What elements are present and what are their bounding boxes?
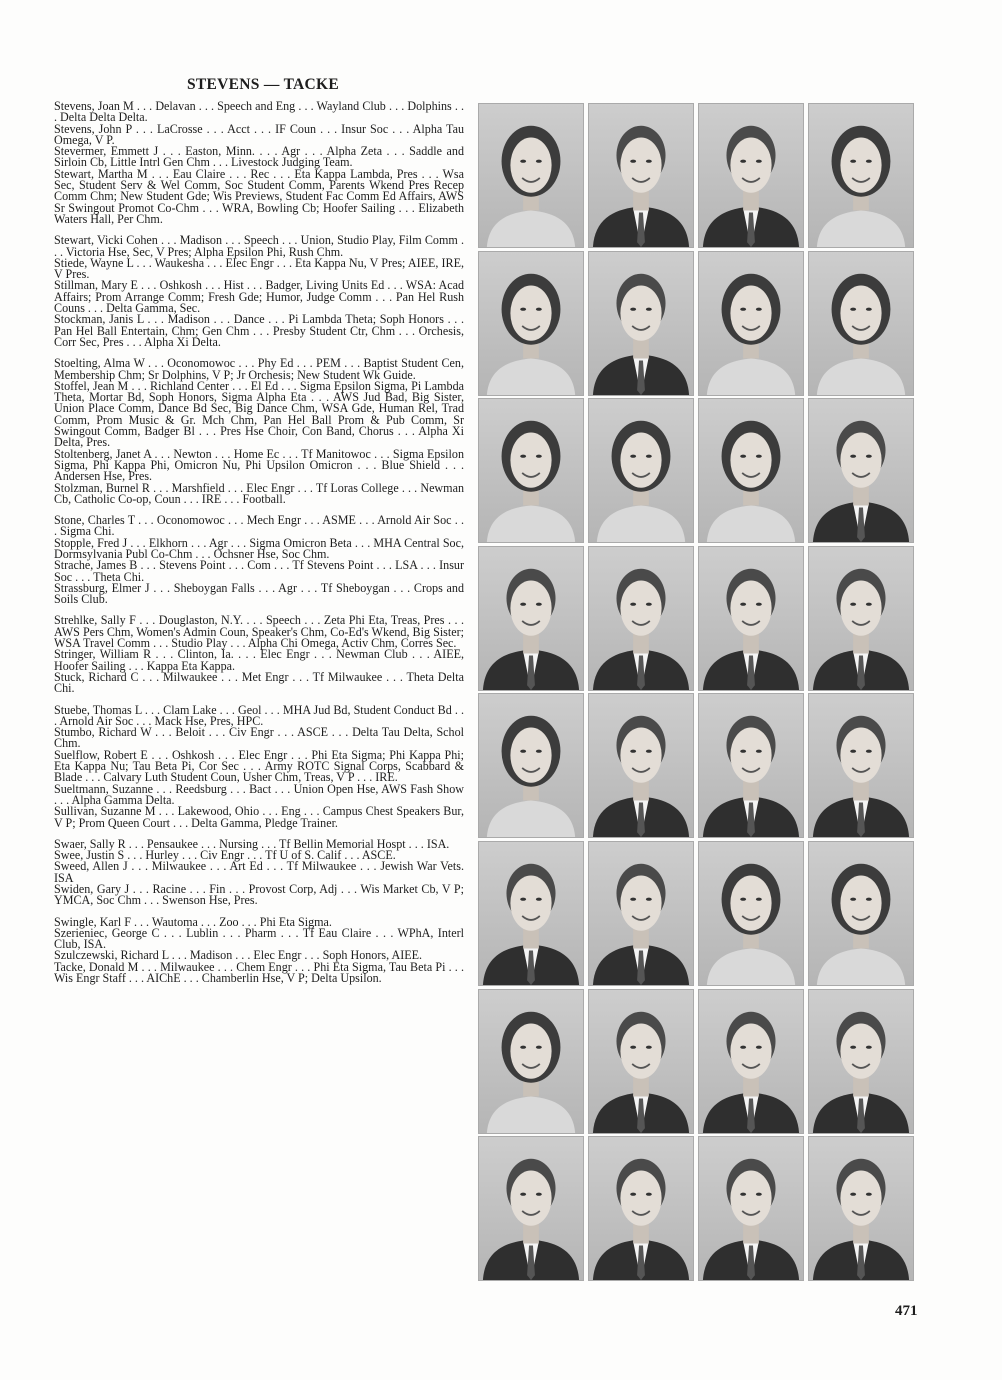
student-entry: Stolzman, Burnel R . . . Marshfield . . . Elec Engr . . . Tf Loras College . . . Newman Cb, Catholic Co-op, Coun . . . IRE . . . Football. bbox=[54, 480, 464, 506]
entry-group bbox=[54, 702, 464, 830]
entry-group bbox=[54, 615, 464, 694]
page-title: STEVENS — TACKE bbox=[186, 76, 340, 93]
student-portrait bbox=[478, 251, 584, 396]
student-entry: Sullivan, Suzanne M . . . Lakewood, Ohio . . . Eng . . . Campus Chest Speakers Bur, V P; Prom Queen Court . . . Delta Gamma, Pledge Trainer. bbox=[54, 804, 464, 830]
student-entry: Stuebe, Thomas L . . . Clam Lake . . . Geol . . . MHA Jud Bd, Student Conduct Bd . . . Arnold Air Soc . . . Mack Hse, Pres, HPC. bbox=[54, 702, 464, 728]
student-portrait bbox=[808, 1136, 914, 1281]
entry-group bbox=[54, 914, 464, 986]
student-entry: Stevens, John P . . . LaCrosse . . . Acct . . . IF Coun . . . Insur Soc . . . Alpha Tau Omega, V P. bbox=[54, 121, 464, 147]
student-portrait bbox=[588, 989, 694, 1134]
entry-group bbox=[54, 101, 464, 225]
student-entry: Swaer, Sally R . . . Pensaukee . . . Nursing . . . Tf Bellin Memorial Hospt . . . ISA. bbox=[54, 836, 450, 851]
student-portrait bbox=[698, 251, 804, 396]
student-entry: Sueltmann, Suzanne . . . Reedsburg . . . Bact . . . Union Open Hse, AWS Fash Show . . . Alpha Gamma Delta. bbox=[54, 781, 464, 807]
student-entry: Stevermer, Emmett J . . . Easton, Minn. . . . Agr . . . Alpha Zeta . . . Saddle and Sirloin Cb, Little Intrl Gen Chm . . . Livestock Judging Team. bbox=[54, 144, 464, 170]
student-entry: Strehlke, Sally F . . . Douglaston, N.Y. . . . Speech . . . Zeta Phi Eta, Treas, Pres . . . AWS Pers Chm, Women's Admin Coun, Speaker's Chm, Co-Ed's Wkend, Big Sister; WSA Travel Comm . . . Studio Play . . . Alpha Chi Omega, Activ Chm, Corres Sec. bbox=[54, 613, 464, 651]
student-portrait bbox=[478, 103, 584, 248]
student-portrait bbox=[698, 989, 804, 1134]
student-portrait bbox=[808, 841, 914, 986]
entry-group bbox=[54, 235, 464, 348]
student-entry: Stuck, Richard C . . . Milwaukee . . . Met Engr . . . Tf Milwaukee . . . Theta Delta Chi. bbox=[54, 669, 464, 696]
student-entry: Strassburg, Elmer J . . . Sheboygan Falls . . . Agr . . . Tf Sheboygan . . . Crops and Soils Club. bbox=[54, 580, 464, 607]
student-entry: Stoltenberg, Janet A . . . Newton . . . Home Ec . . . Tf Manitowoc . . . Sigma Epsilon Sigma, Phi Kappa Phi, Omicron Nu, Phi Upsilon Omicron . . . Blue Shield . . . Andersen Hse, Pres. bbox=[54, 446, 464, 484]
student-entry: Stoelting, Alma W . . . Oconomowoc . . . Phy Ed . . . PEM . . . Baptist Student Cen, Membership Chm; Sr Dolphins, V P; Jr Orchesis; New Student Wk Guide. bbox=[54, 356, 464, 382]
entry-group bbox=[54, 515, 464, 605]
student-entry: Stewart, Martha M . . . Eau Claire . . . Rec . . . Eta Kappa Lambda, Pres . . . Wsa Sec, Student Serv & Wel Comm, Soc Student Comm, Parents Wkend Pres Recep Comm Chm; New Student Gde; Wis Previews, Student Fac Comm Ed Affairs, AWS Sr Swingout Promot Co-Chm . . . WRA, Bowling Cb; Hoofer Sailing . . . Elizabeth Waters Hall, Per Chm. bbox=[54, 166, 464, 226]
student-portrait bbox=[478, 398, 584, 543]
student-entry: Stumbo, Richard W . . . Beloit . . . Civ Engr . . . ASCE . . . Delta Tau Delta, Schol Chm. bbox=[54, 725, 464, 751]
student-portrait bbox=[588, 251, 694, 396]
student-entry: Stoffel, Jean M . . . Richland Center . . . El Ed . . . Sigma Epsilon Sigma, Pi Lambda Theta, Mortar Bd, Soph Honors, Sigma Alpha Eta . . . AWS Jud Bad, Big Sister, Union Place Comm, Dance Bd Sec, Big Dance Chm, WSA Gde, Human Rel, Trad Comm, Prom Music & Gr. Mch Chm, Pan Hel Ball Prom & Pub Comm, Sr Swingout Comm, Badger Bl . . . Pres Hse Choir, Con Band, Chorus . . . Alpha Xi Delta, Pres. bbox=[54, 378, 464, 450]
student-portrait bbox=[698, 841, 804, 986]
student-entry: Stewart, Vicki Cohen . . . Madison . . . Speech . . . Union, Studio Play, Film Comm . . . Victoria Hse, Sec, V Pres; Alpha Epsilon Phi, Rush Chm. bbox=[54, 233, 464, 259]
student-entry: Szulczewski, Richard L . . . Madison . . . Elec Engr . . . Soph Honors, AIEE. bbox=[54, 948, 423, 963]
page-number: 471 bbox=[895, 1303, 918, 1319]
student-entry: Strache, James B . . . Stevens Point . . . Com . . . Tf Stevens Point . . . LSA . . . Insur Soc . . . Theta Chi. bbox=[54, 558, 464, 584]
student-entry: Sweed, Allen J . . . Milwaukee . . . Art Ed . . . Tf Milwaukee . . . Jewish War Vets. ISA bbox=[54, 859, 464, 885]
student-portrait bbox=[478, 546, 584, 691]
student-entry: Stone, Charles T . . . Oconomowoc . . . Mech Engr . . . ASME . . . Arnold Air Soc . . . Sigma Chi. bbox=[54, 513, 464, 539]
student-portrait bbox=[588, 1136, 694, 1281]
student-portrait bbox=[808, 989, 914, 1134]
student-entry: Stillman, Mary E . . . Oshkosh . . . Hist . . . Badger, Living Units Ed . . . WSA: Acad Affairs; Prom Arrange Comm; Fresh Gde; Humor, Judge Comm . . . Pan Hel Rush Couns . . . Delta Gamma, Sec. bbox=[54, 278, 464, 316]
student-entry: Swee, Justin S . . . Hurley . . . Civ Engr . . . Tf U of S. Calif . . . ASCE. bbox=[54, 848, 396, 863]
student-entry: Stiede, Wayne L . . . Waukesha . . . Elec Engr . . . Eta Kappa Nu, V Pres; AIEE, IRE, V Pres. bbox=[54, 255, 464, 282]
student-entry: Suelflow, Robert E . . . Oshkosh . . . Elec Engr . . . Phi Eta Sigma; Phi Kappa Phi; Eta Kappa Nu; Tau Beta Pi, Cor Sec . . . Army ROTC Signal Corps, Scabbard & Blade . . . Calvary Luth Student Coun, Usher Chm, Treas, V P . . . IRE. bbox=[54, 747, 464, 785]
portrait-grid bbox=[478, 103, 914, 1281]
student-portrait bbox=[588, 693, 694, 838]
student-portrait bbox=[478, 1136, 584, 1281]
student-portrait bbox=[698, 1136, 804, 1281]
student-entry: Stopple, Fred J . . . Elkhorn . . . Agr . . . Sigma Omicron Beta . . . MHA Central Soc, Dormsylvania Publ Co-Chm . . . Ochsner Hse, Soc Chm. bbox=[54, 535, 464, 561]
student-entry: Stockman, Janis L . . . Madison . . . Dance . . . Pi Lambda Theta; Soph Honors . . . Pan Hel Ball Entertain, Chm; Gen Chm . . . Presby Student Ctr, Chm . . . Orchesis, Corr Sec, Pres . . . Alpha Xi Delta. bbox=[54, 312, 464, 349]
student-entry: Swiden, Gary J . . . Racine . . . Fin . . . Provost Corp, Adj . . . Wis Market Cb, V P; YMCA, Soc Chm . . . Swenson Hse, Pres. bbox=[54, 882, 464, 908]
student-portrait bbox=[588, 546, 694, 691]
student-entry: Tacke, Donald M . . . Milwaukee . . . Chem Engr . . . Phi Eta Sigma, Tau Beta Pi . . . Wis Engr Staff . . . AIChE . . . Chamberlin Hse, V P; Delta Upsilon. bbox=[54, 959, 464, 986]
student-portrait bbox=[808, 103, 914, 248]
entry-group bbox=[54, 836, 464, 908]
student-portrait bbox=[808, 546, 914, 691]
student-portrait bbox=[698, 103, 804, 248]
student-portrait bbox=[478, 841, 584, 986]
student-portrait bbox=[698, 693, 804, 838]
student-portrait bbox=[808, 693, 914, 838]
student-entry: Stevens, Joan M . . . Delavan . . . Speech and Eng . . . Wayland Club . . . Dolphins . . . Delta Delta Delta. bbox=[54, 99, 464, 125]
student-portrait bbox=[588, 398, 694, 543]
student-portrait bbox=[808, 398, 914, 543]
student-portrait bbox=[808, 251, 914, 396]
biography-column bbox=[54, 101, 464, 994]
student-portrait bbox=[478, 693, 584, 838]
student-entry: Swingle, Karl F . . . Wautoma . . . Zoo . . . Phi Eta Sigma. bbox=[54, 914, 332, 929]
entry-group bbox=[54, 358, 464, 505]
student-portrait bbox=[588, 841, 694, 986]
student-portrait bbox=[478, 989, 584, 1134]
student-entry: Stringer, William R . . . Clinton, Ia. . . . Elec Engr . . . Newman Club . . . AIEE, Hoofer Sailing . . . Kappa Eta Kappa. bbox=[54, 647, 464, 673]
student-entry: Szerieniec, George C . . . Lublin . . . Pharm . . . Tf Eau Claire . . . WPhA, Interl Club, ISA. bbox=[54, 925, 464, 952]
student-portrait bbox=[698, 398, 804, 543]
student-portrait bbox=[698, 546, 804, 691]
student-portrait bbox=[588, 103, 694, 248]
